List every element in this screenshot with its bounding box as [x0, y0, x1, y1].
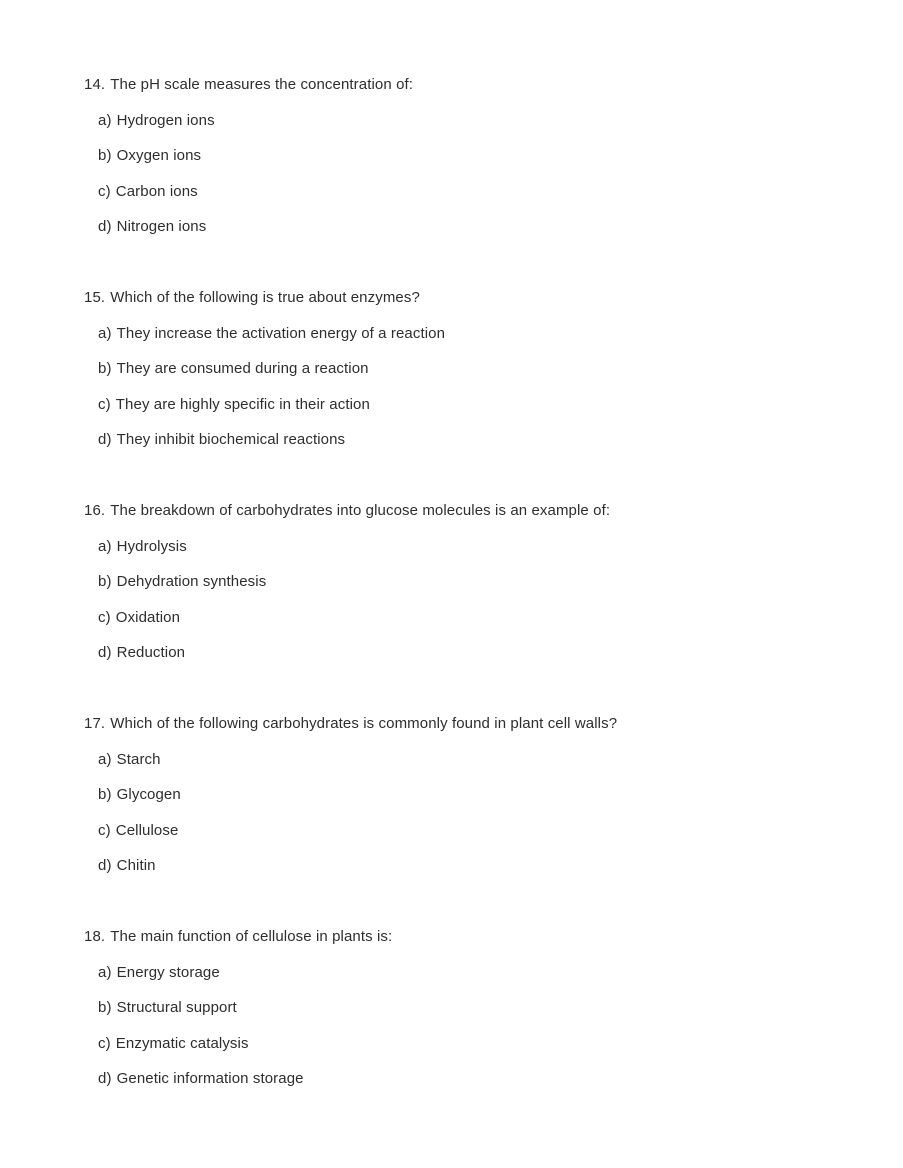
question-17-label: Which of the following carbohydrates is commonly found in plant cell walls?: [110, 715, 618, 732]
question-18-option-c: [0, 1026, 903, 1062]
question-18-number: 18.: [84, 928, 106, 945]
option-letter: d): [98, 431, 112, 448]
question-17-option-b: [0, 777, 903, 813]
question-14-option-c: [0, 174, 903, 210]
question-18-option-b: [0, 990, 903, 1026]
option-letter: b): [98, 360, 112, 377]
question-16-option-a: [0, 529, 903, 565]
option-text: Starch: [116, 750, 161, 768]
question-14-number: 14.: [84, 76, 106, 93]
option-letter: c): [98, 608, 111, 626]
option-letter: d): [98, 857, 112, 874]
question-14-option-d: [0, 209, 903, 245]
option-letter: a): [98, 537, 112, 555]
question-14-option-a: [0, 103, 903, 139]
option-letter: d): [98, 218, 112, 235]
question-14-text: [0, 67, 903, 103]
question-16-option-c: [0, 600, 903, 636]
question-16-option-b: [0, 564, 903, 600]
question-15-option-b: [0, 351, 903, 387]
option-text: Hydrolysis: [116, 537, 187, 555]
option-text: Reduction: [116, 644, 186, 661]
question-block-14: [0, 67, 903, 245]
option-text: Oxygen ions: [116, 147, 202, 164]
option-text: They are highly specific in their action: [115, 395, 370, 413]
option-letter: a): [98, 963, 112, 981]
option-text: Hydrogen ions: [116, 111, 215, 129]
option-text: Energy storage: [116, 963, 220, 981]
question-17-text: [0, 706, 903, 742]
question-block-15: [0, 280, 903, 458]
option-letter: b): [98, 999, 112, 1016]
question-16-label: The breakdown of carbohydrates into glucose molecules is an example of:: [110, 502, 611, 519]
question-14-option-b: [0, 138, 903, 174]
option-letter: b): [98, 786, 112, 803]
question-18-option-d: [0, 1061, 903, 1097]
option-text: They increase the activation energy of a reaction: [116, 324, 446, 342]
question-14-label: The pH scale measures the concentration of:: [110, 76, 414, 93]
option-letter: a): [98, 324, 112, 342]
question-17-number: 17.: [84, 715, 106, 732]
question-17-option-d: [0, 848, 903, 884]
question-16-text: [0, 493, 903, 529]
question-15-option-c: [0, 387, 903, 423]
question-15-text: [0, 280, 903, 316]
option-text: Cellulose: [115, 821, 179, 839]
question-18-text: [0, 919, 903, 955]
option-text: Oxidation: [115, 608, 181, 626]
option-text: Structural support: [116, 999, 237, 1016]
option-letter: c): [98, 182, 111, 200]
question-18-option-a: [0, 955, 903, 991]
option-letter: c): [98, 1034, 111, 1052]
option-letter: d): [98, 644, 112, 661]
option-text: Chitin: [116, 857, 156, 874]
option-text: They are consumed during a reaction: [116, 360, 369, 377]
option-text: Dehydration synthesis: [116, 573, 267, 590]
question-16-number: 16.: [84, 502, 106, 519]
option-letter: c): [98, 821, 111, 839]
option-letter: b): [98, 573, 112, 590]
question-17-option-a: [0, 742, 903, 778]
option-text: They inhibit biochemical reactions: [116, 431, 346, 448]
question-block-16: [0, 493, 903, 671]
question-16-option-d: [0, 635, 903, 671]
question-15-option-d: [0, 422, 903, 458]
option-text: Glycogen: [116, 786, 181, 803]
question-block-18: [0, 919, 903, 1097]
option-text: Genetic information storage: [116, 1070, 304, 1087]
option-text: Carbon ions: [115, 182, 198, 200]
question-15-option-a: [0, 316, 903, 352]
option-letter: d): [98, 1070, 112, 1087]
option-letter: c): [98, 395, 111, 413]
question-15-number: 15.: [84, 289, 106, 306]
question-15-label: Which of the following is true about enzymes?: [110, 289, 420, 306]
option-text: Nitrogen ions: [116, 218, 207, 235]
option-letter: b): [98, 147, 112, 164]
option-letter: a): [98, 750, 112, 768]
option-letter: a): [98, 111, 112, 129]
option-text: Enzymatic catalysis: [115, 1034, 249, 1052]
question-18-label: The main function of cellulose in plants is:: [110, 928, 393, 945]
question-17-option-c: [0, 813, 903, 849]
question-block-17: [0, 706, 903, 884]
